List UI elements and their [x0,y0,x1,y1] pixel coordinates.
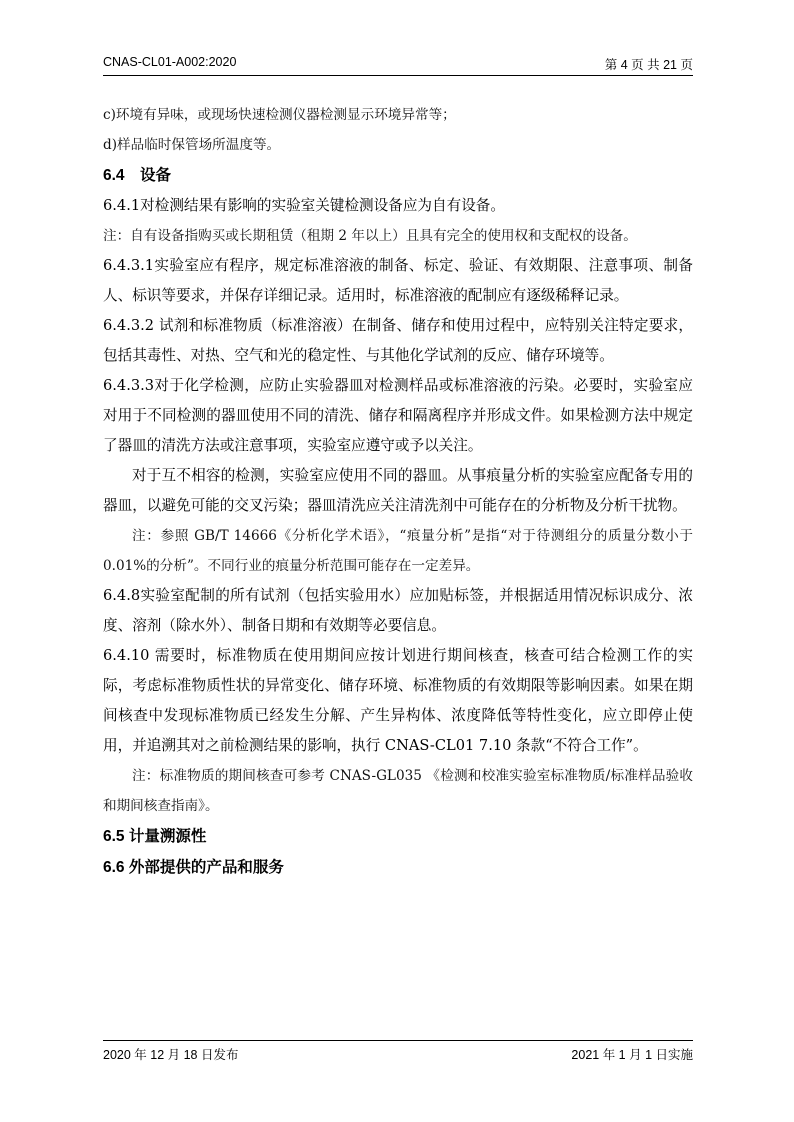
note-6-4-1: 注：自有设备指购买或长期租赁（租期 2 年以上）且具有完全的使用权和支配权的设备。 [103,228,637,244]
note-6-4-10: 注：标准物质的期间核查可参考 CNAS-GL035 《检测和校准实验室标准物质/标准样品验收和期间核查指南》。 [103,768,693,814]
paragraph-6-4-3-1: 6.4.3.1实验室应有程序，规定标准溶液的制备、标定、验证、有效期限、注意事项、制备人、标识等要求，并保存详细记录。适用时，标准溶液的配制应有逐级稀释记录。 [103,257,693,304]
page-number: 第 4 页 共 21 页 [604,58,693,72]
section-heading-6-4: 6.4 设备 [103,167,172,184]
page-header [103,55,693,76]
paragraph-6-4-8: 6.4.8实验室配制的所有试剂（包括实验用水）应加贴标签，并根据适用情况标识成分、浓度、溶剂（除水外）、制备日期和有效期等必要信息。 [103,587,693,634]
paragraph-6-4-1: 6.4.1对检测结果有影响的实验室关键检测设备应为自有设备。 [103,197,505,214]
document-body [103,100,693,883]
page-footer [103,1040,693,1062]
paragraph-6-4-3-2: 6.4.3.2 试剂和标准物质（标准溶液）在制备、储存和使用过程中，应特别关注特定要求，包括其毒性、对热、空气和光的稳定性、与其他化学试剂的反应、储存环境等。 [103,317,693,364]
document-code: CNAS-CL01-A002:2020 [103,55,237,69]
section-heading-6-5: 6.5 计量溯源性 [103,828,207,845]
section-heading-6-6: 6.6 外部提供的产品和服务 [103,859,284,876]
list-item-c: c)环境有异味，或现场快速检测仪器检测显示环境异常等； [103,107,456,123]
paragraph-6-4-3-3: 6.4.3.3对于化学检测，应防止实验器皿对检测样品或标准溶液的污染。必要时，实验室应对用于不同检测的器皿使用不同的清洗、储存和隔离程序并形成文件。如果检测方法中规定了器皿的清洗方法或注意事项，实验室应遵守或予以关注。 [103,377,693,454]
note-trace-analysis: 注：参照 GB/T 14666《分析化学术语》，“痕量分析”是指“对于待测组分的质量分数小于 0.01%的分析”。不同行业的痕量分析范围可能存在一定差异。 [103,528,693,574]
paragraph-incompatible-tests: 对于互不相容的检测，实验室应使用不同的器皿。从事痕量分析的实验室应配备专用的器皿，以避免可能的交叉污染；器皿清洗应关注清洗剂中可能存在的分析物及分析干扰物。 [103,467,693,514]
list-item-d: d)样品临时保管场所温度等。 [103,137,281,153]
paragraph-6-4-10: 6.4.10 需要时，标准物质在使用期间应按计划进行期间核查，核查可结合检测工作的实际，考虑标准物质性状的异常变化、储存环境、标准物质的有效期限等影响因素。如果在期间核查中发现标准物质已经发生分解、产生异构体、浓度降低等特性变化，应立即停止使用，并追溯其对之前检测结果的影响，执行 CNAS-CL01 7.10 条款“不符合工作”。 [103,647,693,754]
effective-date: 2021 年 1 月 1 日实施 [571,1048,693,1062]
issue-date: 2020 年 12 月 18 日发布 [103,1048,239,1062]
